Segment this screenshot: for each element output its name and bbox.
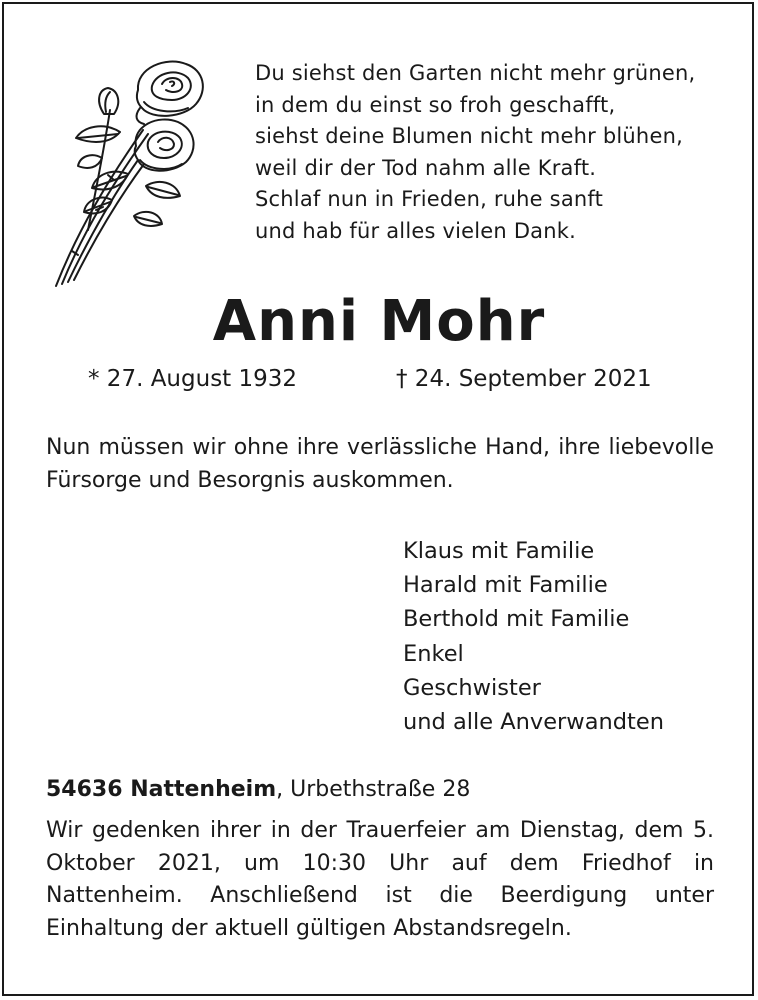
family-member: Geschwister [403, 674, 541, 701]
family-member: Berthold mit Familie [403, 606, 630, 633]
deceased-name: Anni Mohr [212, 289, 546, 354]
poem-line: weil dir der Tod nahm alle Kraft. [255, 155, 597, 180]
family-member: und alle Anverwandten [403, 709, 664, 736]
family-member: Harald mit Familie [403, 572, 608, 599]
poem-line: und hab für alles vielen Dank. [255, 218, 576, 243]
address-street: , Urbethstraße 28 [276, 777, 471, 802]
address [46, 774, 470, 806]
rose-icon [48, 50, 208, 290]
poem-line: Du siehst den Garten nicht mehr grünen, [255, 61, 696, 85]
death-date: † 24. September 2021 [396, 366, 652, 392]
poem-line: in dem du einst so froh geschafft, [255, 92, 616, 117]
intro-text: Nun müssen wir ohne ihre verlässliche Hand, ihre liebevolle Fürsorge und Besorgnis auskommen. [46, 435, 714, 493]
poem [255, 58, 695, 247]
family-member: Enkel [403, 640, 464, 667]
service-text: Wir gedenken ihrer in der Trauerfeier am Dienstag, dem 5. Oktober 2021, um 10:30 Uhr auf dem Friedhof in Nattenheim. Anschließend ist die Beerdigung unter Einhaltung der aktuell gültigen Abstandsregeln. [46, 818, 714, 941]
poem-line: siehst deine Blumen nicht mehr blühen, [255, 124, 683, 148]
birth-date: * 27. August 1932 [88, 366, 298, 392]
family-list [403, 534, 664, 739]
address-place: 54636 Nattenheim [46, 777, 277, 802]
family-member: Klaus mit Familie [403, 538, 595, 564]
poem-line: Schlaf nun in Frieden, ruhe sanft [255, 187, 604, 211]
